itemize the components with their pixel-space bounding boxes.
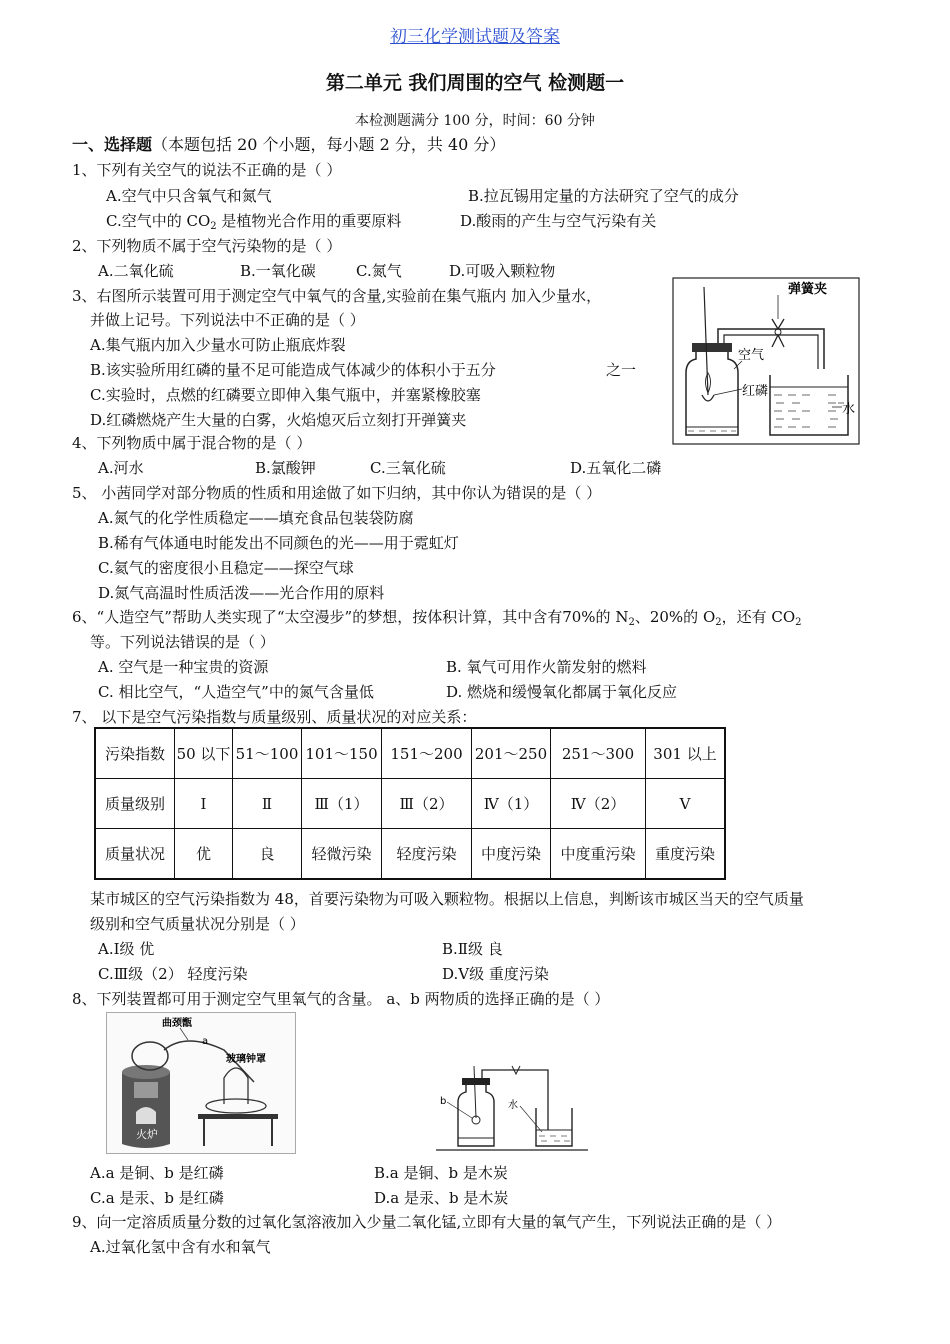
q4-option-c: C.三氧化硫 (370, 459, 446, 477)
q6-option-d: D. 燃烧和缓慢氧化都属于氧化反应 (446, 683, 678, 701)
exam-info: 本检测题满分 100 分，时间：60 分钟 (355, 113, 595, 129)
q8-option-c: C.a 是汞、b 是红磷 (90, 1189, 224, 1207)
table-cell: Ⅴ (646, 779, 726, 829)
q8-option-b: B.a 是铜、b 是木炭 (374, 1164, 508, 1182)
q7-option-c: C.Ⅲ级（2） 轻度污染 (98, 965, 248, 983)
q5-option-b: B.稀有气体通电时能发出不同颜色的光——用于霓虹灯 (98, 534, 459, 552)
table-cell: 污染指数 (95, 728, 175, 779)
q5-option-a: A.氮气的化学性质稳定——填充食品包装袋防腐 (98, 509, 414, 527)
q6-option-a: A. 空气是一种宝贵的资源 (98, 658, 269, 676)
pollution-index-table (94, 727, 726, 880)
q9-option-a: A.过氧化氢中含有水和氧气 (90, 1238, 271, 1256)
q2-option-c: C.氮气 (356, 262, 402, 280)
table-row (95, 779, 725, 829)
q8-option-a: A.a 是铜、b 是红磷 (90, 1164, 224, 1182)
q3-fig-water-label: 水 (842, 402, 856, 417)
q9-stem: 9、向一定溶质质量分数的过氧化氢溶液加入少量二氧化锰,立即有大量的氧气产生，下列说法正确的是（ ） (72, 1213, 782, 1231)
q3-stem-line1: 3、右图所示装置可用于测定空气中氧气的含量,实验前在集气瓶内 加入少量水， (72, 287, 602, 305)
q3-option-b: B.该实验所用红磷的量不足可能造成气体减少的体积小于五分 (90, 361, 496, 379)
table-cell: 51～100 (233, 728, 302, 779)
q7-stem: 7、 以下是空气污染指数与质量级别、质量状况的对应关系： (72, 708, 477, 726)
q3-option-c: C.实验时，点燃的红磷要立即伸入集气瓶中，并塞紧橡胶塞 (90, 386, 481, 404)
q6-option-c: C. 相比空气，“人造空气”中的氮气含量低 (98, 683, 374, 701)
table-cell: Ⅱ (233, 779, 302, 829)
q7-context-line2: 级别和空气质量状况分别是（ ） (90, 915, 305, 933)
q6-stem-line1: 6、“人造空气”帮助人类实现了“太空漫步”的梦想，按体积计算，其中含有70%的 $N_2$、20%的 $O_2$，还有 $CO_2$ (72, 608, 802, 628)
q8-lavoisier-figure (106, 1012, 296, 1154)
table-cell: 良 (233, 829, 302, 880)
q3-fig-air-label: 空气 (738, 348, 765, 363)
q3-option-d: D.红磷燃烧产生大量的白雾，火焰熄灭后立刻打开弹簧夹 (90, 411, 467, 429)
header-link[interactable]: 初三化学测试题及答案 (390, 27, 560, 47)
page-title: 第二单元 我们周围的空气 检测题一 (325, 72, 625, 94)
q3-apparatus-figure (672, 277, 862, 447)
section-heading: 一、选择题（本题包括 20 个小题，每小题 2 分，共 40 分） (72, 135, 506, 154)
table-cell: 重度污染 (646, 829, 726, 880)
table-cell: 中度重污染 (551, 829, 646, 880)
q8-stem: 8、下列装置都可用于测定空气里氧气的含量。 a、b 两物质的选择正确的是（ ） (72, 990, 610, 1008)
q1-option-c: C.空气中的 $CO_2$ 是植物光合作用的重要原料 (106, 212, 402, 232)
q4-stem: 4、下列物质中属于混合物的是（ ） (72, 434, 312, 452)
q5-stem: 5、 小茜同学对部分物质的性质和用途做了如下归纳，其中你认为错误的是（ ） (72, 484, 602, 502)
q4-option-b: B.氯酸钾 (255, 459, 316, 477)
q8-phosphorus-figure (436, 1060, 588, 1156)
q1-option-d: D.酸雨的产生与空气污染有关 (460, 212, 657, 230)
table-cell: 251～300 (551, 728, 646, 779)
q8-fig1-furnace-label: 火炉 (136, 1128, 158, 1141)
table-cell: 201～250 (472, 728, 551, 779)
q7-option-d: D.Ⅴ级 重度污染 (442, 965, 549, 983)
q3-stem-line2: 并做上记号。下列说法中不正确的是（ ） (90, 311, 365, 329)
q8-fig2-water-label: 水 (508, 1100, 518, 1111)
q4-option-d: D.五氧化二磷 (570, 459, 662, 477)
q8-fig1-retort-label: 曲颈甑 (162, 1018, 192, 1029)
q1-stem: 1、下列有关空气的说法不正确的是（ ） (72, 161, 342, 179)
table-cell: 301 以上 (646, 728, 726, 779)
q3-option-b-tail: 之一 (606, 361, 637, 379)
q2-option-d: D.可吸入颗粒物 (449, 262, 556, 280)
table-cell: 质量级别 (95, 779, 175, 829)
q8-fig2-b-label: b (440, 1096, 447, 1107)
q5-option-c: C.氦气的密度很小且稳定——探空气球 (98, 559, 354, 577)
table-cell: 质量状况 (95, 829, 175, 880)
q7-context-line1: 某市城区的空气污染指数为 48，首要污染物为可吸入颗粒物。根据以上信息，判断该市城区当天的空气质量 (90, 890, 804, 908)
q4-option-a: A.河水 (98, 459, 144, 477)
q2-option-a: A.二氧化硫 (98, 262, 174, 280)
table-cell: Ⅳ（2） (551, 779, 646, 829)
q3-fig-clamp-label: 弹簧夹 (788, 282, 828, 297)
table-cell: 优 (175, 829, 233, 880)
table-cell: 轻微污染 (302, 829, 382, 880)
table-cell: 中度污染 (472, 829, 551, 880)
table-cell: Ⅰ (175, 779, 233, 829)
q8-fig1-bell-label: 玻璃钟罩 (226, 1054, 266, 1065)
q6-stem-line2: 等。下列说法错误的是（ ） (90, 633, 275, 651)
q2-stem: 2、下列物质不属于空气污染物的是（ ） (72, 237, 342, 255)
q7-option-a: A.Ⅰ级 优 (98, 940, 155, 958)
q2-option-b: B.一氧化碳 (240, 262, 316, 280)
q3-fig-phosphorus-label: 红磷 (742, 384, 769, 399)
table-cell: 50 以下 (175, 728, 233, 779)
table-cell: Ⅲ（1） (302, 779, 382, 829)
table-cell: Ⅳ（1） (472, 779, 551, 829)
table-row (95, 829, 725, 880)
table-row (95, 728, 725, 779)
q7-option-b: B.Ⅱ级 良 (442, 940, 503, 958)
table-cell: 151～200 (382, 728, 472, 779)
q8-fig1-a-label: a (202, 1036, 209, 1047)
q1-option-a: A.空气中只含氧气和氮气 (106, 187, 272, 205)
q3-option-a: A.集气瓶内加入少量水可防止瓶底炸裂 (90, 336, 346, 354)
table-cell: 101～150 (302, 728, 382, 779)
q6-option-b: B. 氧气可用作火箭发射的燃料 (446, 658, 647, 676)
table-cell: 轻度污染 (382, 829, 472, 880)
q1-option-b: B.拉瓦锡用定量的方法研究了空气的成分 (468, 187, 739, 205)
q5-option-d: D.氮气高温时性质活泼——光合作用的原料 (98, 584, 385, 602)
q8-option-d: D.a 是汞、b 是木炭 (374, 1189, 509, 1207)
table-cell: Ⅲ（2） (382, 779, 472, 829)
